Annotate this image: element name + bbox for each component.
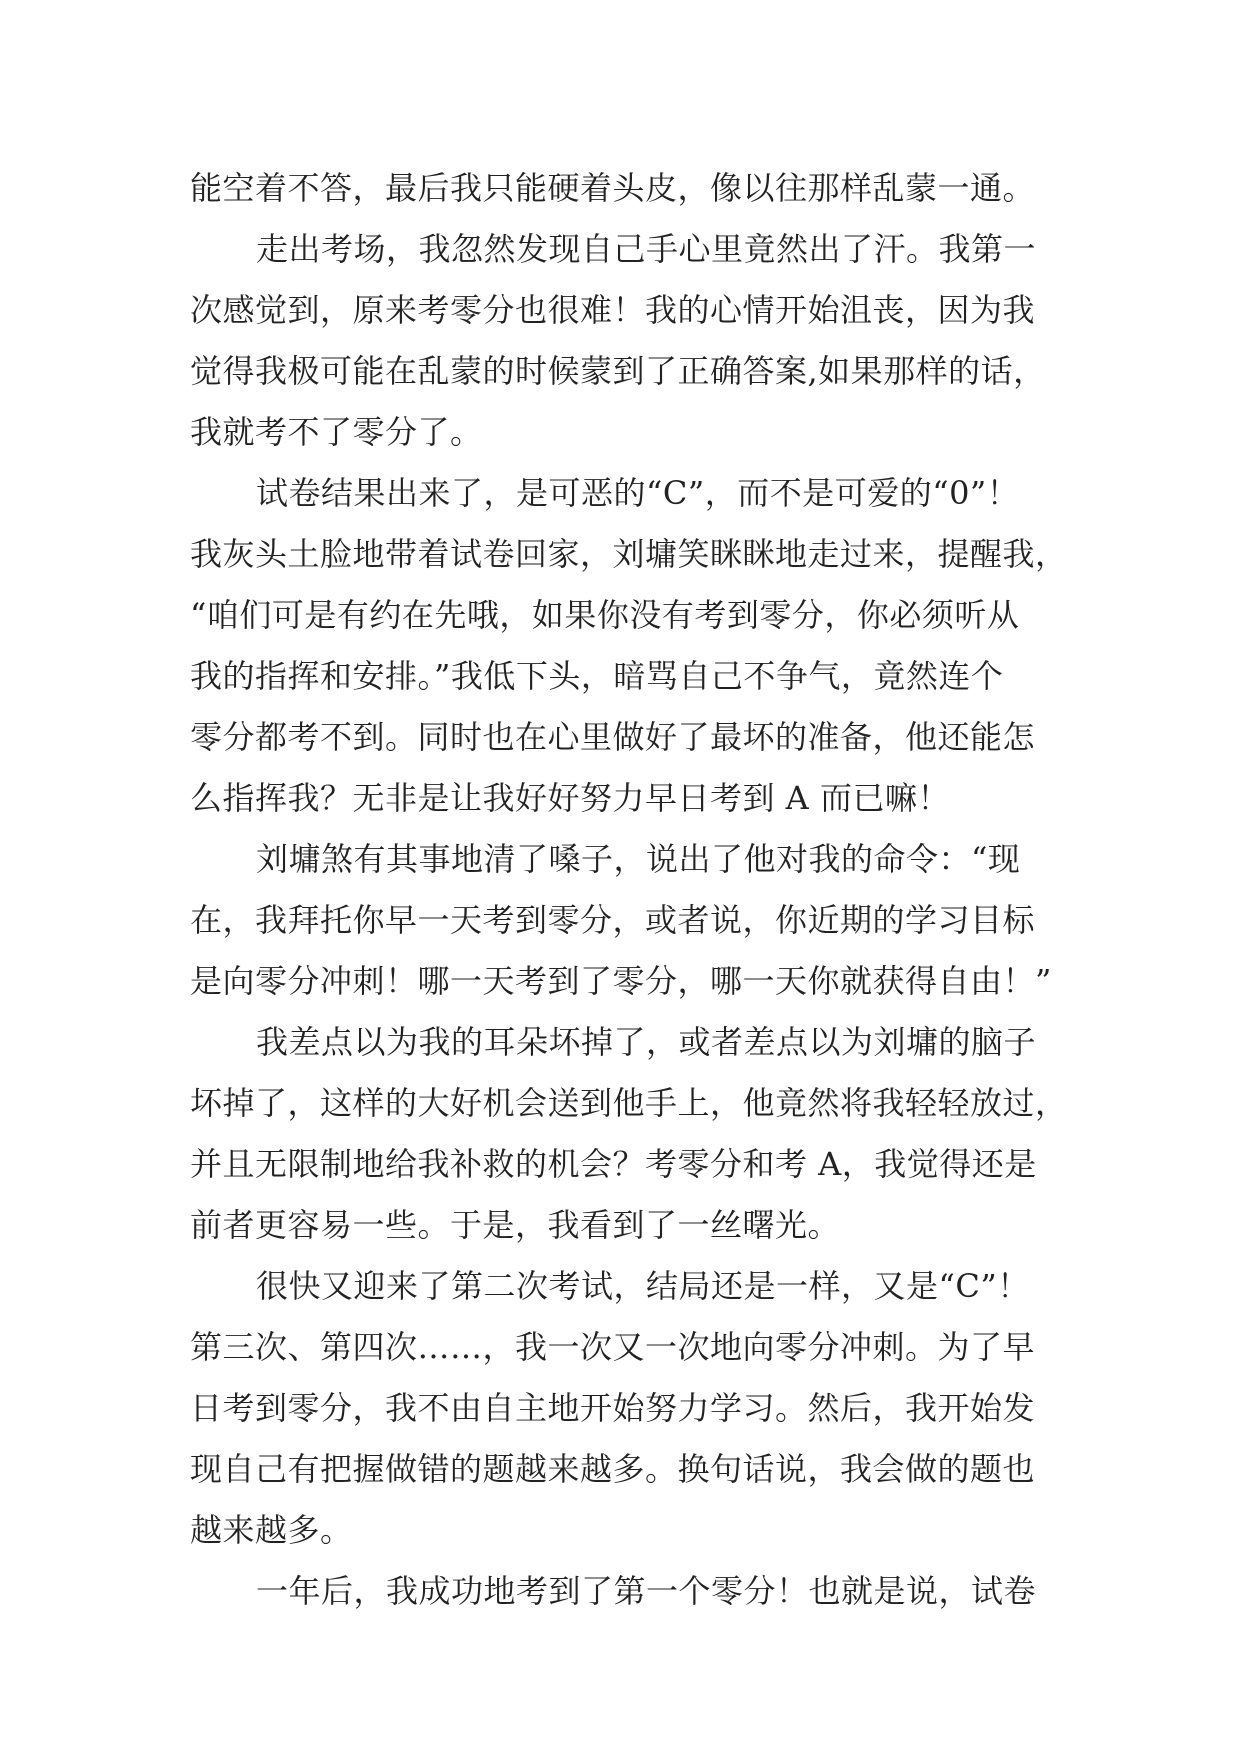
text-line: 我灰头土脸地带着试卷回家，刘墉笑眯眯地走过来，提醒我， xyxy=(190,535,1068,573)
paragraph-start-line: 刘墉煞有其事地清了嗓子，说出了他对我的命令：“现 xyxy=(256,840,1021,878)
text-line: 次感觉到，原来考零分也很难！我的心情开始沮丧，因为我 xyxy=(190,291,1036,329)
text-line: “咱们可是有约在先哦，如果你没有考到零分，你必须听从 xyxy=(190,596,1020,634)
body-text xyxy=(190,158,1068,1622)
text-line: 现自己有把握做错的题越来越多。换句话说，我会做的题也 xyxy=(190,1450,1036,1488)
text-line: 第三次、第四次……，我一次又一次地向零分冲刺。为了早 xyxy=(190,1328,1036,1366)
text-line: 在，我拜托你早一天考到零分，或者说，你近期的学习目标 xyxy=(190,901,1036,939)
paragraph-start-line: 走出考场，我忽然发现自己手心里竟然出了汗。我第一 xyxy=(256,230,1037,268)
text-line: 并且无限制地给我补救的机会？考零分和考 A，我觉得还是 xyxy=(190,1145,1037,1183)
text-line: 能空着不答，最后我只能硬着头皮，像以往那样乱蒙一通。 xyxy=(190,169,1036,207)
paragraph-start-line: 试卷结果出来了，是可恶的“C”，而不是可爱的“0”！ xyxy=(256,474,1020,512)
text-line: 零分都考不到。同时也在心里做好了最坏的准备，他还能怎 xyxy=(190,718,1036,756)
text-line: 是向零分冲刺！哪一天考到了零分，哪一天你就获得自由！” xyxy=(190,962,1052,1000)
text-line: 觉得我极可能在乱蒙的时候蒙到了正确答案,如果那样的话， xyxy=(190,352,1046,390)
text-line: 我就考不了零分了。 xyxy=(190,413,483,451)
text-line: 越来越多。 xyxy=(190,1511,353,1549)
paragraph-start-line: 我差点以为我的耳朵坏掉了，或者差点以为刘墉的脑子 xyxy=(256,1023,1037,1061)
text-line: 坏掉了，这样的大好机会送到他手上，他竟然将我轻轻放过， xyxy=(190,1084,1068,1122)
text-line: 日考到零分，我不由自主地开始努力学习。然后，我开始发 xyxy=(190,1389,1036,1427)
paragraph-start-line: 一年后，我成功地考到了第一个零分！也就是说，试卷 xyxy=(256,1572,1037,1610)
text-line: 么指挥我？无非是让我好好努力早日考到 A 而已嘛！ xyxy=(190,779,950,817)
paragraph-start-line: 很快又迎来了第二次考试，结局还是一样，又是“C”！ xyxy=(256,1267,1030,1305)
text-line: 前者更容易一些。于是，我看到了一丝曙光。 xyxy=(190,1206,841,1244)
text-line: 我的指挥和安排。”我低下头，暗骂自己不争气，竟然连个 xyxy=(190,657,1004,695)
